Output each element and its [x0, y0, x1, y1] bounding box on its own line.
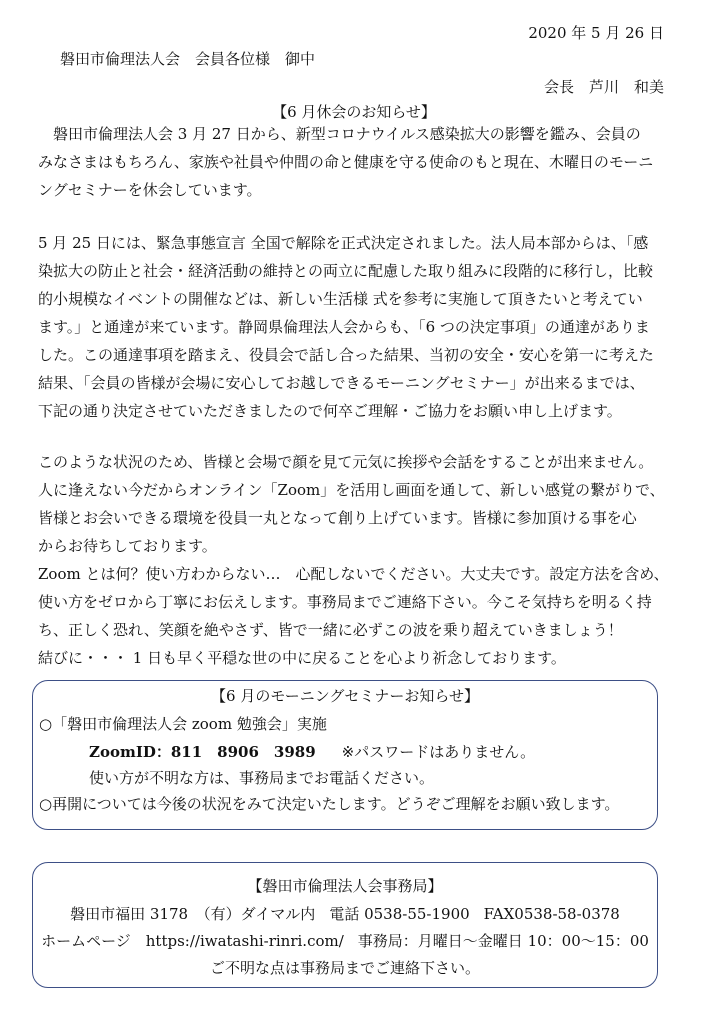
document-date: 2020 年 5 月 26 日	[528, 24, 664, 42]
paragraph-decision	[38, 229, 670, 425]
paragraph-line: 結果、「会員の皆様が会場に安心してお越しできるモーニングセミナー」が出来るまでは、	[38, 374, 645, 392]
office-phone: 電話 0538-55-1900	[329, 905, 470, 923]
paragraph-line: 皆様とお会いできる環境を役員一丸となって創り上げています。皆様に参加頂ける事を心	[38, 509, 637, 527]
office-box-title: 【磐田市倫理法人会事務局】	[247, 877, 443, 895]
paragraph-line: ます。」と通達が来ています。静岡県倫理法人会からも、「6 つの決定事項」の通達がありま	[38, 318, 650, 336]
zoom-id: ZoomID：811 8906 3989	[89, 743, 316, 761]
password-note: ※パスワードはありません。	[341, 743, 536, 761]
paragraph-zoom-invitation	[38, 448, 670, 672]
paragraph-line: 人に逢えない今だからオンライン「Zoom」を活用し画面を通して、新しい感覚の繋がりで、	[38, 481, 665, 499]
paragraph-line: Zoom とは何？使い方わからない… 心配しないでください。大丈夫です。設定方法を含め、	[38, 565, 669, 583]
office-web-line	[33, 930, 657, 951]
paragraph-line: 結びに・・・ 1 日も早く平穏な世の中に戻ることを心より祈念しております。	[38, 649, 566, 667]
seminar-item-resume: ○再開については今後の状況をみて決定いたします。どうぞご理解をお願い致します。	[39, 795, 620, 813]
paragraph-line: みなさまはもちろん、家族や社員や仲間の命と健康を守る使命のもと現在、木曜日のモーニ	[38, 153, 654, 171]
paragraph-line: 磐田市倫理法人会 3 月 27 日から、新型コロナウイルス感染拡大の影響を鑑み、会員の	[38, 125, 641, 143]
howto-note: 使い方が不明な方は、事務局までお電話ください。	[89, 769, 435, 787]
zoom-info-row	[89, 741, 535, 762]
paragraph-line: した。この通達事項を踏まえ、役員会で話し合った結果、当初の安全・安心を第一に考えた	[38, 346, 654, 364]
paragraph-line: からお待ちしております。	[38, 537, 217, 555]
office-contact-box	[32, 862, 658, 988]
paragraph-line: ち、正しく恐れ、笑顔を絶やさず、皆で一緒に必ずこの波を乗り超えていきましょう！	[38, 621, 623, 639]
sender-name: 会長 芦川 和美	[543, 78, 664, 96]
addressee: 磐田市倫理法人会 会員各位様 御中	[60, 50, 316, 68]
paragraph-line: 使い方をゼロから丁寧にお伝えします。事務局までご連絡下さい。今こそ気持ちを明るく持	[38, 593, 652, 611]
paragraph-line: ングセミナーを休会しています。	[38, 181, 262, 199]
paragraph-line: 的小規模なイベントの開催などは、新しい生活様 式を参考に実施して頂きたいと考えてい	[38, 290, 643, 308]
paragraph-line: 下記の通り決定させていただきましたので何卒ご理解・ご協力をお願い申し上げます。	[38, 402, 622, 420]
notice-title: 【6 月休会のお知らせ】	[272, 103, 436, 121]
office-hours: 事務局：月曜日～金曜日 10：00～15：00	[357, 932, 649, 950]
seminar-item-zoom-study: ○「磐田市倫理法人会 zoom 勉強会」実施	[39, 715, 327, 733]
paragraph-line: 染拡大の防止と社会・経済活動の維持との両立に配慮した取り組みに段階的に移行し，比較	[38, 262, 654, 280]
homepage-link[interactable]: ホームページ https://iwatashi-rinri.com/	[41, 932, 344, 950]
paragraph-suspension	[38, 120, 670, 204]
paragraph-line: このような状況のため、皆様と会場で顔を見て元気に挨拶や会話をすることが出来ません。	[38, 453, 654, 471]
seminar-notice-box	[32, 680, 658, 830]
office-contact-note: ご不明な点は事務局までご連絡下さい。	[209, 959, 480, 977]
seminar-box-title: 【6 月のモーニングセミナーお知らせ】	[211, 687, 479, 705]
office-fax: FAX0538-58-0378	[483, 905, 620, 923]
office-address: 磐田市福田 3178 （有）ダイマル内	[70, 905, 316, 923]
paragraph-line: 5 月 25 日には、緊急事態宣言 全国で解除を正式決定されました。法人局本部からは、「感	[38, 234, 649, 252]
office-contact-line	[33, 903, 657, 924]
